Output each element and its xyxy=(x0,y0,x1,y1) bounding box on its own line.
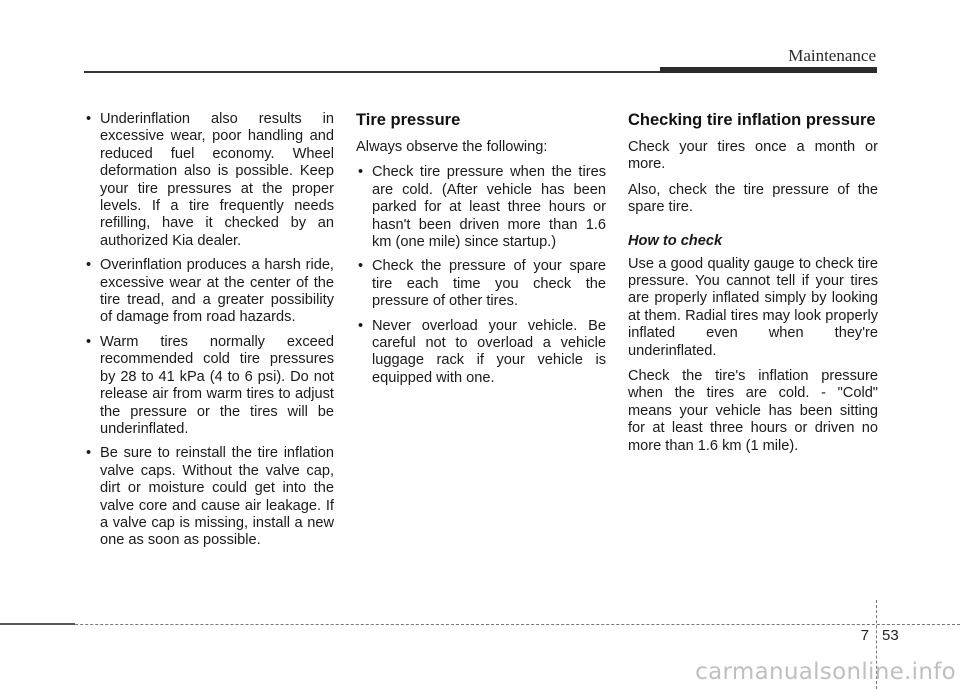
column-2 xyxy=(356,111,606,394)
paragraph: Check your tires once a month or more. xyxy=(628,139,878,173)
tire-pressure-heading: Tire pressure xyxy=(356,111,461,129)
footer-rule xyxy=(0,624,960,625)
paragraph: Check the tire's inflation pressure when the tires are cold. - "Cold" means your vehicle has been sitting for at least three hours or driven no more than 1.6 km (1 mile). xyxy=(628,368,878,454)
list-item: • Overinflation produces a harsh ride, excessive wear at the center of the tire tread, and a greater possibility of damage from road hazards. xyxy=(84,257,334,327)
header-rule-accent xyxy=(660,67,877,73)
list-item: • Be sure to reinstall the tire inflation valve caps. Without the valve cap, dirt or moisture could get into the valve core and cause air leakage. If a valve cap is missing, install a new one as soon as possible. xyxy=(84,445,334,549)
tire-pressure-intro: Always observe the following: xyxy=(356,139,548,155)
chapter-number: 7 xyxy=(860,627,869,644)
list-item: • Underinflation also results in excessive wear, poor handling and reduced fuel economy. Wheel deformation also is possible. Keep your tire pressures at the proper levels. If a tire frequently needs refilling, have it checked by an authorized Kia dealer. xyxy=(84,111,334,250)
list-item: • Warm tires normally exceed recommended cold tire pressures by 28 to 41 kPa (4 to 6 psi). Do not release air from warm tires to adjust the pressure or the tires will be underinflated. xyxy=(84,334,334,438)
paragraph: Also, check the tire pressure of the spare tire. xyxy=(628,181,878,216)
list-item: • Never overload your vehicle. Be careful not to overload a vehicle luggage rack if your vehicle is equipped with one. xyxy=(356,318,606,388)
how-to-check-subheading: How to check xyxy=(628,232,723,249)
checking-inflation-heading: Checking tire inflation pressure xyxy=(628,111,876,129)
list-item: • Check tire pressure when the tires are cold. (After vehicle has been parked for at least three hours or hasn't been driven more than 1.6 km (one mile) since startup.) xyxy=(356,164,606,251)
column-1 xyxy=(84,111,334,557)
list-item: • Check the pressure of your spare tire each time you check the pressure of other tires. xyxy=(356,258,606,310)
column-3 xyxy=(628,111,878,463)
underinflation-list xyxy=(84,111,334,550)
tire-pressure-list xyxy=(356,164,606,387)
paragraph: Use a good quality gauge to check tire pressure. You cannot tell if your tires are properly inflated simply by looking at them. Radial tires may look properly inflated even when they're underinflated. xyxy=(628,255,878,359)
footer-rule-accent xyxy=(0,623,75,625)
watermark: carmanualsonline.info xyxy=(695,659,956,685)
page-number: 53 xyxy=(882,627,899,644)
header-title: Maintenance xyxy=(788,46,876,65)
header-rule xyxy=(84,71,660,73)
